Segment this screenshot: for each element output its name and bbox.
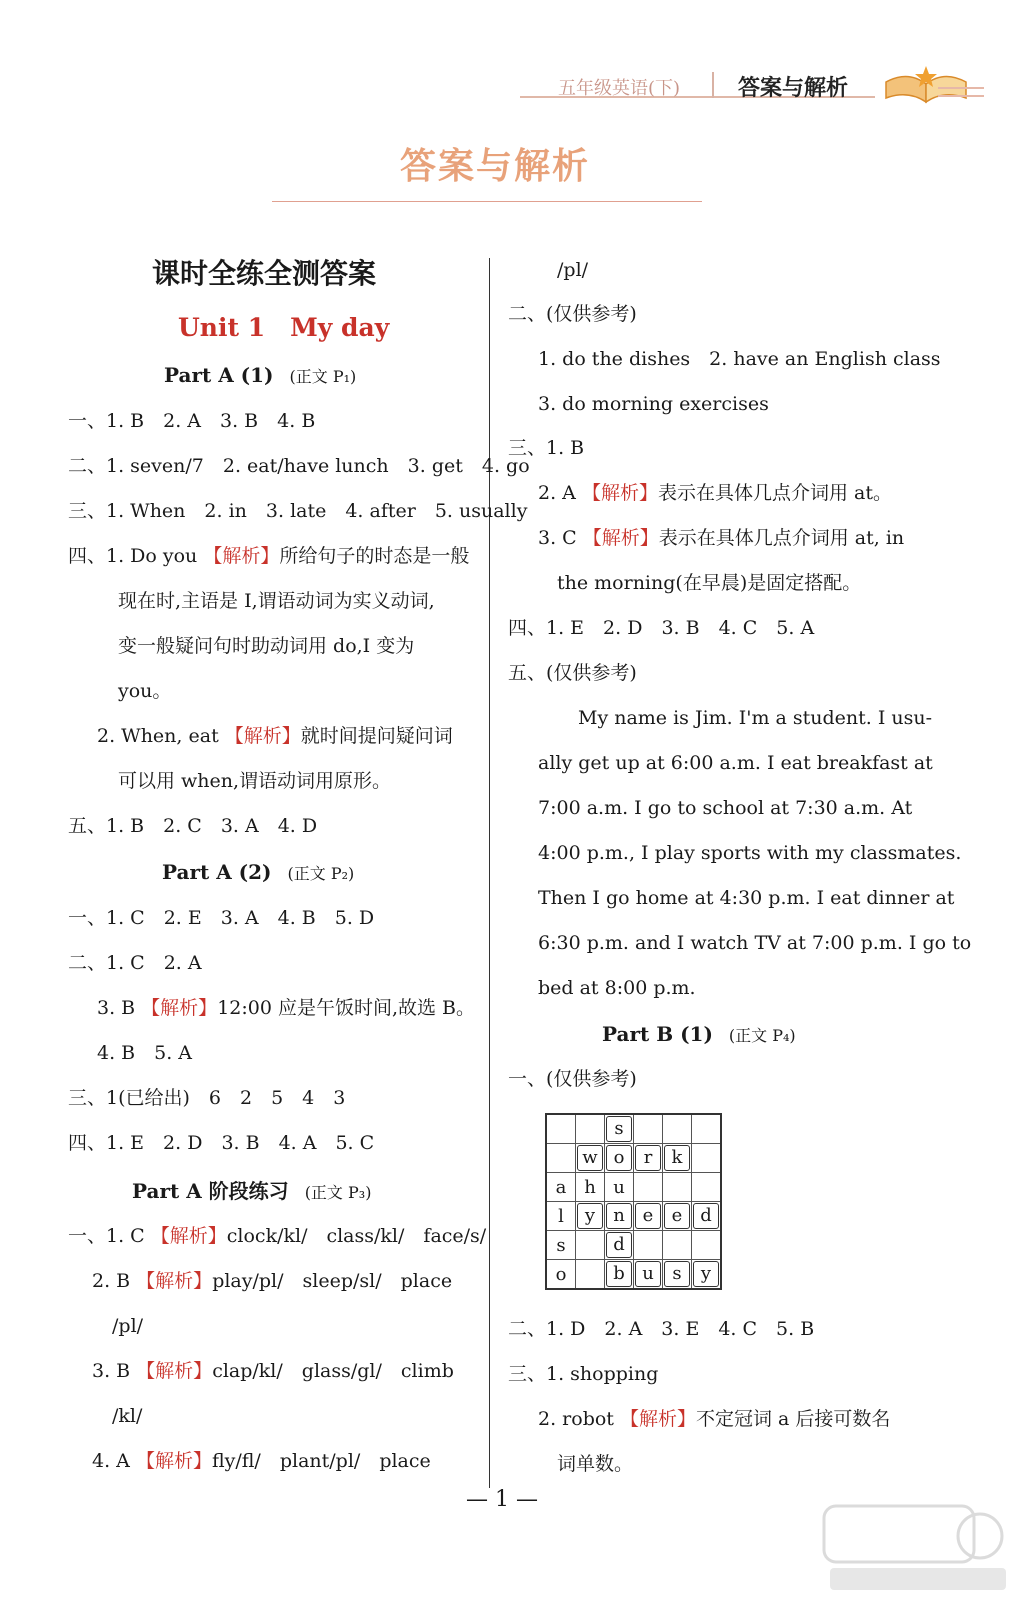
analysis-tag: 【解析】 [135, 1450, 212, 1472]
answer-label: 2. A [538, 482, 582, 504]
grid-cell [692, 1173, 722, 1202]
grid-cell: s [546, 1231, 576, 1260]
grid-letter-boxed: o [606, 1145, 632, 1171]
grid-cell [605, 1114, 634, 1144]
analysis-tag: 【解析】 [150, 1225, 227, 1247]
grid-letter-boxed: r [635, 1145, 661, 1171]
analysis-text: 表示在具体几点介词用 at。 [657, 482, 892, 504]
part-heading: Part A (1) [164, 363, 274, 387]
grid-cell: u [605, 1173, 634, 1202]
part-heading: Part A 阶段练习 [132, 1179, 289, 1203]
left-col-line: /pl/ [112, 1315, 144, 1337]
left-col-line [164, 363, 356, 389]
grid-cell [576, 1231, 605, 1260]
grid-cell [605, 1260, 634, 1290]
analysis-tag: 【解析】 [203, 545, 280, 567]
right-col-line: 四、1. E 2. D 3. B 4. C 5. A [508, 617, 815, 639]
answer-label: 3. B [97, 997, 142, 1019]
left-col-line: 现在时,主语是 I,谓语动词为实义动词, [118, 590, 435, 612]
grid-row [546, 1202, 721, 1231]
left-col-line: you。 [118, 680, 172, 702]
header-separator [712, 72, 714, 98]
analysis-tag: 【解析】 [136, 1270, 213, 1292]
left-col-line [162, 860, 354, 886]
grid-letter-boxed: s [606, 1116, 632, 1142]
analysis-text: 不定冠词 a 后接可数名 [695, 1408, 891, 1430]
right-col-line [538, 526, 904, 550]
answer-label: 2. When, eat [97, 725, 225, 747]
grid-letter-boxed: k [664, 1145, 690, 1171]
grid-cell [605, 1231, 634, 1260]
right-col-line: My name is Jim. I'm a student. I usu- [578, 707, 933, 729]
grid-cell: a [546, 1173, 576, 1202]
left-col-line [132, 1179, 371, 1205]
left-col-line: 三、1(已给出) 6 2 5 4 3 [68, 1087, 346, 1109]
column-divider [489, 258, 490, 1488]
grid-cell [663, 1144, 692, 1173]
right-col-line: 五、(仅供参考) [508, 662, 637, 684]
left-col-line: 4. B 5. A [97, 1042, 193, 1064]
right-col-line: 三、1. B [508, 437, 585, 459]
grid-letter-boxed: n [606, 1203, 632, 1229]
analysis-text: fly/fl/ plant/pl/ place [211, 1450, 431, 1472]
grid-cell [692, 1114, 722, 1144]
left-col-line [68, 544, 469, 568]
grid-cell: o [546, 1260, 576, 1290]
grid-row [546, 1114, 721, 1144]
grid-cell [605, 1144, 634, 1173]
grid-cell [576, 1260, 605, 1290]
grid-cell [634, 1231, 663, 1260]
header-section: 答案与解析 [738, 76, 849, 101]
right-col-line: bed at 8:00 p.m. [538, 977, 696, 999]
left-col-line: 三、1. When 2. in 3. late 4. after 5. usually [68, 500, 528, 522]
grid-cell [692, 1260, 722, 1290]
watermark-logo-icon [820, 1500, 1010, 1595]
grid-cell [663, 1173, 692, 1202]
right-col-line [538, 481, 892, 505]
right-col-line: 三、1. shopping [508, 1363, 659, 1385]
part-heading: Part A (2) [162, 860, 272, 884]
answer-label: 3. B [92, 1360, 137, 1382]
right-col-line: 3. do morning exercises [538, 393, 769, 415]
left-col-line [97, 996, 475, 1020]
analysis-tag: 【解析】 [619, 1408, 696, 1430]
grid-cell [576, 1144, 605, 1173]
analysis-tag: 【解析】 [136, 1360, 213, 1382]
right-col-line: 二、(仅供参考) [508, 303, 637, 325]
left-col-line: /kl/ [112, 1405, 143, 1427]
word-search-grid [545, 1113, 722, 1290]
analysis-text: 表示在具体几点介词用 at, in [658, 527, 905, 549]
left-col-line: 一、1. C 2. E 3. A 4. B 5. D [68, 907, 375, 929]
left-col-line [97, 724, 453, 748]
grid-row [546, 1173, 721, 1202]
grid-letter-boxed: y [577, 1203, 603, 1229]
grid-row [546, 1231, 721, 1260]
grid-cell [692, 1231, 722, 1260]
grid-letter-boxed: y [693, 1261, 719, 1287]
analysis-tag: 【解析】 [582, 527, 659, 549]
page-number: — 1 — [466, 1487, 538, 1512]
grid-cell [663, 1202, 692, 1231]
analysis-tag: 【解析】 [141, 997, 218, 1019]
analysis-tag: 【解析】 [581, 482, 658, 504]
grid-row [546, 1144, 721, 1173]
right-col-line: 7:00 a.m. I go to school at 7:30 a.m. At [538, 797, 913, 819]
grid-cell [634, 1144, 663, 1173]
right-col-line: 一、(仅供参考) [508, 1068, 637, 1090]
page-reference: (正文 P₂) [271, 864, 355, 883]
section-title: 课时全练全测答案 [152, 257, 377, 290]
grid-letter-boxed: u [635, 1261, 661, 1287]
part-heading: Part B (1) [602, 1022, 713, 1046]
grid-cell [634, 1173, 663, 1202]
left-col-line: 可以用 when,谓语动词用原形。 [118, 770, 392, 792]
left-col-line [92, 1269, 452, 1293]
analysis-text: clock/kl/ class/kl/ face/s/ [226, 1225, 487, 1247]
right-col-line: 词单数。 [557, 1453, 634, 1475]
left-col-line [92, 1449, 431, 1473]
left-col-line: 二、1. C 2. A [68, 952, 202, 974]
right-col-line [602, 1022, 796, 1048]
left-col-line: 一、1. B 2. A 3. B 4. B [68, 410, 316, 432]
grid-letter-boxed: w [577, 1145, 603, 1171]
grid-letter-boxed: e [635, 1203, 661, 1229]
grid-cell [634, 1202, 663, 1231]
right-col-line: /pl/ [557, 259, 589, 281]
page-title: 答案与解析 [400, 145, 591, 187]
grid-letter-boxed: s [664, 1261, 690, 1287]
analysis-text: play/pl/ sleep/sl/ place [212, 1270, 453, 1292]
grid-cell [576, 1114, 605, 1144]
grid-row [546, 1260, 721, 1290]
left-col-line [68, 1224, 486, 1248]
grid-cell [546, 1114, 576, 1144]
left-col-line: 二、1. seven/7 2. eat/have lunch 3. get 4. go [68, 455, 530, 477]
analysis-text: clap/kl/ glass/gl/ climb [212, 1360, 454, 1382]
grid-cell: l [546, 1202, 576, 1231]
answer-label: 2. B [92, 1270, 137, 1292]
analysis-text: 就时间提问疑问词 [300, 725, 453, 747]
grid-letter-boxed: d [693, 1203, 719, 1229]
analysis-tag: 【解析】 [224, 725, 301, 747]
grid-cell [692, 1202, 722, 1231]
grid-letter-boxed: b [606, 1261, 632, 1287]
page-reference: (正文 P₄) [712, 1026, 796, 1045]
answer-label: 一、1. C [68, 1225, 151, 1247]
left-col-line: 变一般疑问句时助动词用 do,I 变为 [118, 635, 415, 657]
answer-label: 2. robot [538, 1408, 620, 1430]
grid-cell: h [576, 1173, 605, 1202]
page-reference: (正文 P₁) [273, 367, 357, 386]
answer-label: 3. C [538, 527, 583, 549]
right-col-line: Then I go home at 4:30 p.m. I eat dinner at [538, 887, 955, 909]
grid-cell [576, 1202, 605, 1231]
unit-title: Unit 1 My day [178, 313, 390, 342]
right-col-line [538, 1407, 890, 1431]
left-col-line: 四、1. E 2. D 3. B 4. A 5. C [68, 1132, 375, 1154]
title-rule [272, 201, 702, 202]
grid-letter-boxed: e [664, 1203, 690, 1229]
left-col-line [92, 1359, 454, 1383]
analysis-text: 所给句子的时态是一般 [279, 545, 470, 567]
grid-cell [663, 1114, 692, 1144]
left-col-line: 五、1. B 2. C 3. A 4. D [68, 815, 318, 837]
analysis-text: 12:00 应是午饭时间,故选 B。 [217, 997, 476, 1019]
grid-letter-boxed: d [606, 1232, 632, 1258]
right-col-line: 1. do the dishes 2. have an English class [538, 348, 941, 370]
book-logo-icon [878, 60, 988, 106]
grid-cell [546, 1144, 576, 1173]
right-col-line: 4:00 p.m., I play sports with my classmates. [538, 842, 962, 864]
right-col-line: 6:30 p.m. and I watch TV at 7:00 p.m. I go to [538, 932, 972, 954]
grid-cell [634, 1114, 663, 1144]
answer-label: 四、1. Do you [68, 545, 204, 567]
page-reference: (正文 P₃) [288, 1183, 372, 1202]
right-col-line: the morning(在早晨)是固定搭配。 [557, 572, 862, 594]
right-col-line: 二、1. D 2. A 3. E 4. C 5. B [508, 1318, 815, 1340]
right-col-line: ally get up at 6:00 a.m. I eat breakfast at [538, 752, 933, 774]
grid-cell [692, 1144, 722, 1173]
grid-cell [663, 1260, 692, 1290]
grid-cell [605, 1202, 634, 1231]
header-subject: 五年级英语(下) [558, 78, 681, 99]
grid-cell [634, 1260, 663, 1290]
grid-cell [663, 1231, 692, 1260]
answer-label: 4. A [92, 1450, 136, 1472]
